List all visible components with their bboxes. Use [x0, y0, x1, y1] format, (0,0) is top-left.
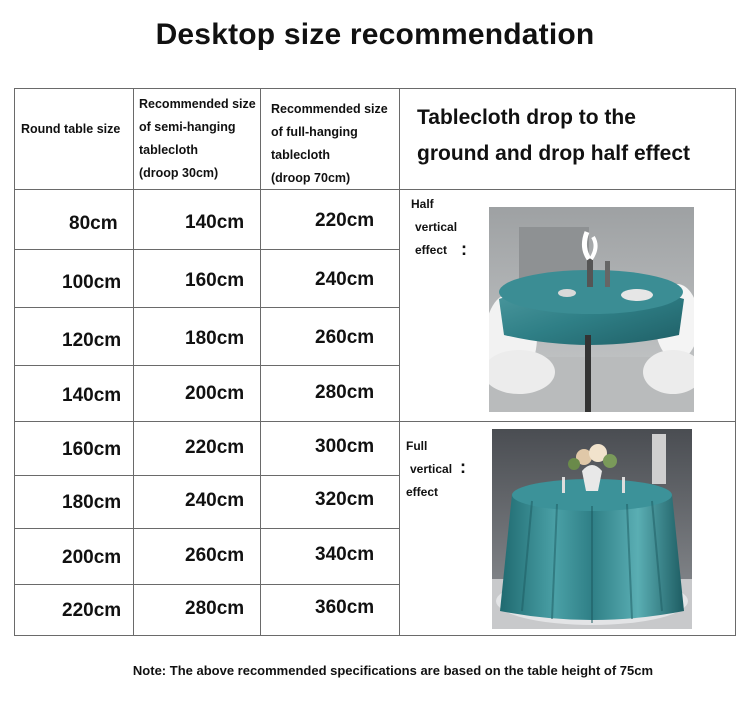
- cell-table-size: 220cm: [62, 600, 122, 621]
- page-title: Desktop size recommendation: [155, 18, 595, 51]
- cell-full-size: 360cm: [315, 597, 375, 618]
- label-line: Half: [411, 197, 434, 211]
- full-effect-label: [406, 435, 452, 504]
- cell-semi-size: 180cm: [185, 328, 245, 349]
- label-line: effect: [415, 243, 448, 257]
- cell-full-size: 240cm: [315, 269, 375, 290]
- cell-semi-size: 220cm: [185, 437, 245, 458]
- column-divider: [399, 88, 400, 636]
- header-line: Recommended size: [271, 102, 388, 116]
- cell-table-size: 80cm: [69, 213, 118, 234]
- label-line: vertical: [415, 220, 458, 234]
- header-line: ground and drop half effect: [417, 142, 690, 165]
- full-drop-photo: [492, 429, 692, 629]
- half-effect-colon: :: [461, 239, 467, 259]
- table-border-left: [14, 88, 15, 636]
- table-border-top: [14, 88, 736, 89]
- cell-table-size: 100cm: [62, 272, 122, 293]
- header-round-table-size: Round table size: [21, 122, 121, 136]
- cell-semi-size: 280cm: [185, 598, 245, 619]
- row-divider: [14, 475, 400, 476]
- half-drop-tablecloth-image: [489, 207, 694, 412]
- row-divider: [14, 528, 400, 529]
- header-semi-hanging: [139, 93, 256, 185]
- cell-semi-size: 140cm: [185, 212, 245, 233]
- header-line: of semi-hanging: [139, 120, 236, 134]
- cell-table-size: 120cm: [62, 330, 122, 351]
- header-line: Tablecloth drop to the: [417, 106, 636, 129]
- header-line: tablecloth: [139, 143, 199, 157]
- table-border-bottom: [14, 635, 736, 636]
- row-divider: [14, 584, 400, 585]
- full-effect-colon: :: [460, 457, 466, 477]
- label-line: effect: [406, 485, 439, 499]
- column-divider: [260, 88, 261, 636]
- header-drop-effect: [417, 100, 690, 172]
- footnote: Note: The above recommended specifications are based on the table height of 75cm: [132, 663, 654, 678]
- cell-full-size: 300cm: [315, 436, 375, 457]
- cell-full-size: 280cm: [315, 382, 375, 403]
- cell-table-size: 140cm: [62, 385, 122, 406]
- cell-table-size: 180cm: [62, 492, 122, 513]
- table-border-right: [735, 88, 736, 636]
- cell-semi-size: 240cm: [185, 490, 245, 511]
- row-divider: [14, 307, 400, 308]
- header-line: (droop 30cm): [139, 166, 219, 180]
- row-divider: [14, 249, 400, 250]
- cell-semi-size: 260cm: [185, 545, 245, 566]
- header-line: (droop 70cm): [271, 171, 351, 185]
- cell-full-size: 340cm: [315, 544, 375, 565]
- header-line: Recommended size: [139, 97, 256, 111]
- full-drop-tablecloth-image: [492, 429, 692, 629]
- column-divider: [133, 88, 134, 636]
- row-divider: [14, 421, 736, 422]
- cell-full-size: 220cm: [315, 210, 375, 231]
- half-effect-label: [411, 193, 457, 262]
- header-full-hanging: [271, 98, 388, 190]
- half-drop-photo: [489, 207, 694, 412]
- cell-semi-size: 200cm: [185, 383, 245, 404]
- cell-full-size: 260cm: [315, 327, 375, 348]
- label-line: vertical: [410, 462, 453, 476]
- row-divider: [14, 365, 400, 366]
- cell-full-size: 320cm: [315, 489, 375, 510]
- cell-table-size: 160cm: [62, 439, 122, 460]
- header-line: of full-hanging: [271, 125, 358, 139]
- header-line: tablecloth: [271, 148, 331, 162]
- cell-semi-size: 160cm: [185, 270, 245, 291]
- size-table: [14, 88, 736, 636]
- label-line: Full: [406, 439, 428, 453]
- cell-table-size: 200cm: [62, 547, 122, 568]
